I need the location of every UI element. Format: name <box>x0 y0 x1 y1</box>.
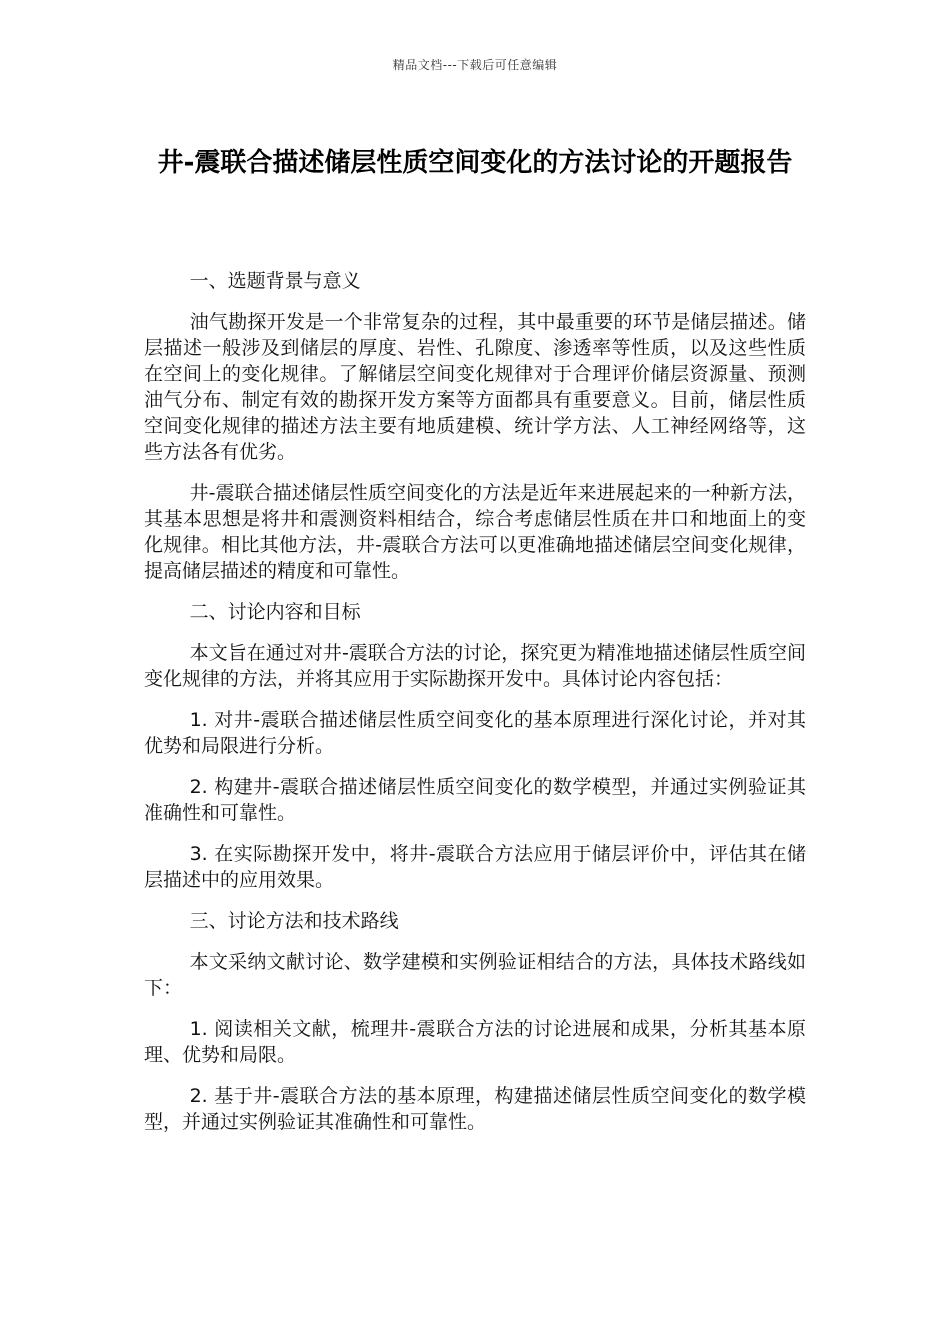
list-item: 1. 阅读相关文献，梳理井-震联合方法的讨论进展和成果，分析其基本原理、优势和局限。 <box>144 1018 806 1066</box>
paragraph: 本文旨在通过对井-震联合方法的讨论，探究更为精准地描述储层性质空间变化规律的方法，并将其应用于实际勘探开发中。具体讨论内容包括： <box>144 642 806 690</box>
list-item: 2. 构建井-震联合描述储层性质空间变化的数学模型，并通过实例验证其准确性和可靠性。 <box>144 776 806 824</box>
paragraph: 井-震联合描述储层性质空间变化的方法是近年来进展起来的一种新方法，其基本思想是将井和震测资料相结合，综合考虑储层性质在井口和地面上的变化规律。相比其他方法，井-震联合方法可以更准确地描述储层空间变化规律，提高储层描述的精度和可靠性。 <box>144 482 806 582</box>
list-item: 2. 基于井-震联合方法的基本原理，构建描述储层性质空间变化的数学模型，并通过实例验证其准确性和可靠性。 <box>144 1085 806 1133</box>
paragraph: 油气勘探开发是一个非常复杂的过程，其中最重要的环节是储层描述。储层描述一般涉及到储层的厚度、岩性、孔隙度、渗透率等性质，以及这些性质在空间上的变化规律。了解储层空间变化规律对于合理评价储层资源量、预测油气分布、制定有效的勘探开发方案等方面都具有重要意义。目前，储层性质空间变化规律的描述方法主要有地质建模、统计学方法、人工神经网络等，这些方法各有优劣。 <box>144 311 806 463</box>
list-item: 1. 对井-震联合描述储层性质空间变化的基本原理进行深化讨论，并对其优势和局限进行分析。 <box>144 709 806 757</box>
document-title: 井-震联合描述储层性质空间变化的方法讨论的开题报告 <box>157 148 793 178</box>
paragraph: 本文采纳文献讨论、数学建模和实例验证相结合的方法，具体技术路线如下： <box>144 951 806 999</box>
document-body <box>144 268 806 1150</box>
section-heading: 一、选题背景与意义 <box>189 270 361 292</box>
header-note: 精品文档---下载后可任意编辑 <box>392 58 558 72</box>
section-heading: 二、讨论内容和目标 <box>189 601 361 623</box>
list-item: 3. 在实际勘探开发中，将井-震联合方法应用于储层评价中，评估其在储层描述中的应用效果。 <box>144 843 806 891</box>
section-heading: 三、讨论方法和技术路线 <box>189 910 399 932</box>
